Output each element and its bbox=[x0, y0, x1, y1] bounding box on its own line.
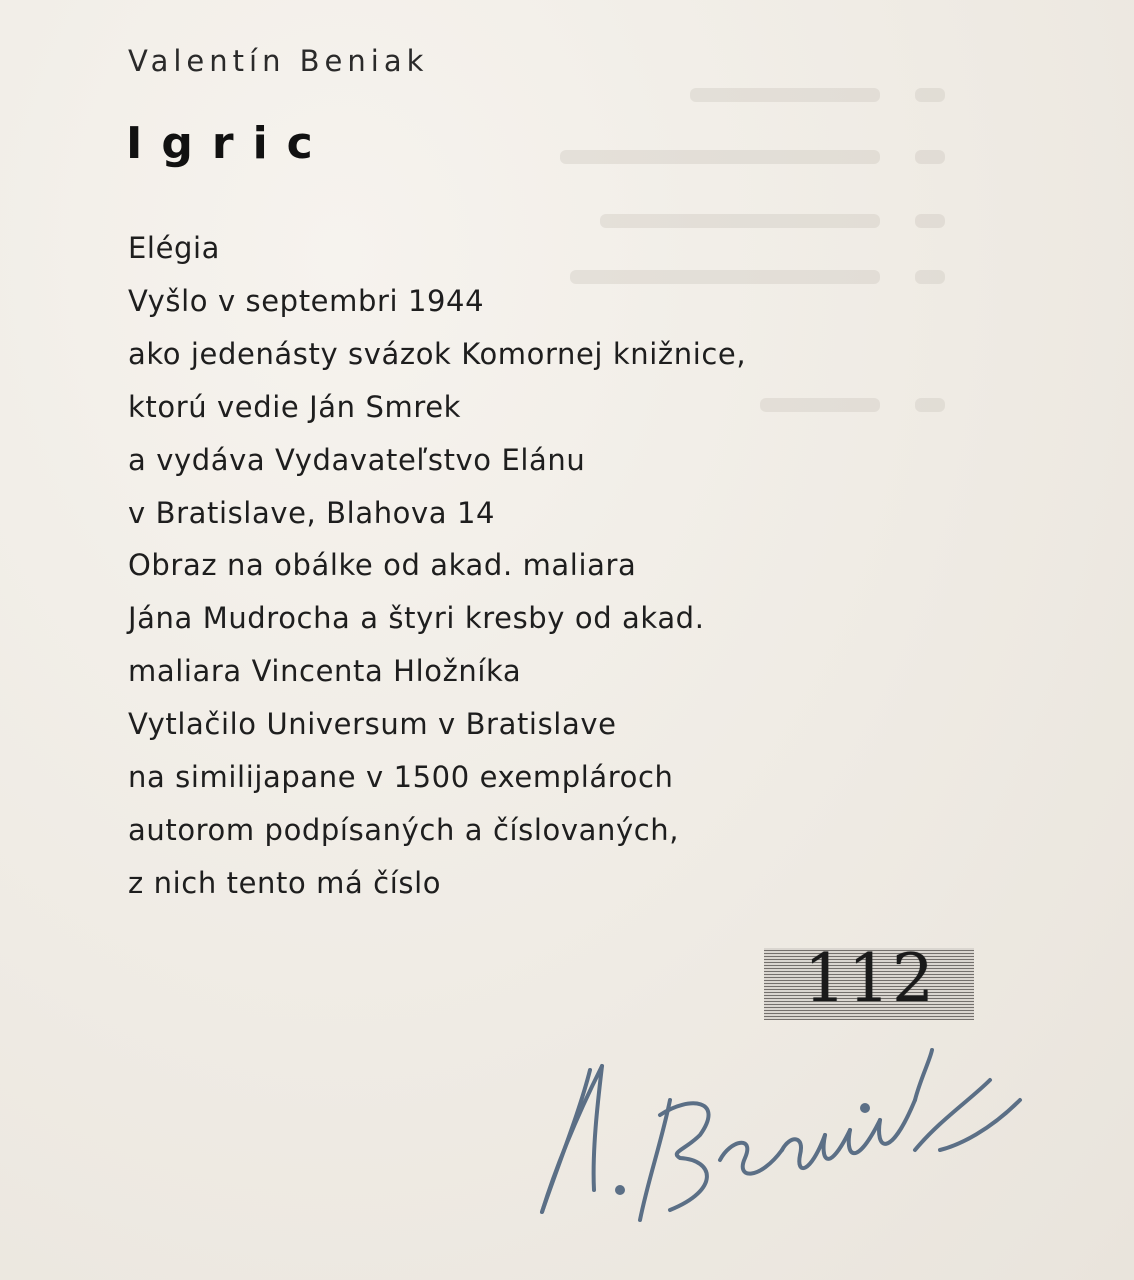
colophon-line: autorom podpísaných a číslovaných, bbox=[128, 812, 680, 847]
colophon-line: ktorú vedie Ján Smrek bbox=[128, 389, 462, 424]
author-name: Valentín Beniak bbox=[128, 44, 429, 78]
colophon-line: Vytlačilo Universum v Bratislave bbox=[128, 707, 617, 742]
colophon-text bbox=[128, 222, 746, 910]
colophon-line: Obraz na obálke od akad. maliara bbox=[128, 548, 637, 583]
colophon-line: Jána Mudrocha a štyri kresby od akad. bbox=[128, 601, 705, 636]
colophon-line: Elégia bbox=[128, 231, 221, 265]
book-title: Igric bbox=[126, 118, 332, 169]
colophon-line: a vydáva Vydavateľstvo Elánu bbox=[128, 442, 586, 477]
colophon-line: v Bratislave, Blahova 14 bbox=[128, 495, 496, 530]
handwritten-signature bbox=[520, 1040, 1060, 1240]
colophon-line: ako jedenásty svázok Komornej knižnice, bbox=[128, 336, 747, 371]
colophon-line: maliara Vincenta Hložníka bbox=[128, 654, 522, 689]
colophon-line: na similijapane v 1500 exemplároch bbox=[128, 760, 674, 795]
copy-number: 112 bbox=[804, 940, 936, 1017]
colophon-line: Vyšlo v septembri 1944 bbox=[128, 283, 485, 318]
colophon-line: z nich tento má číslo bbox=[128, 865, 442, 900]
